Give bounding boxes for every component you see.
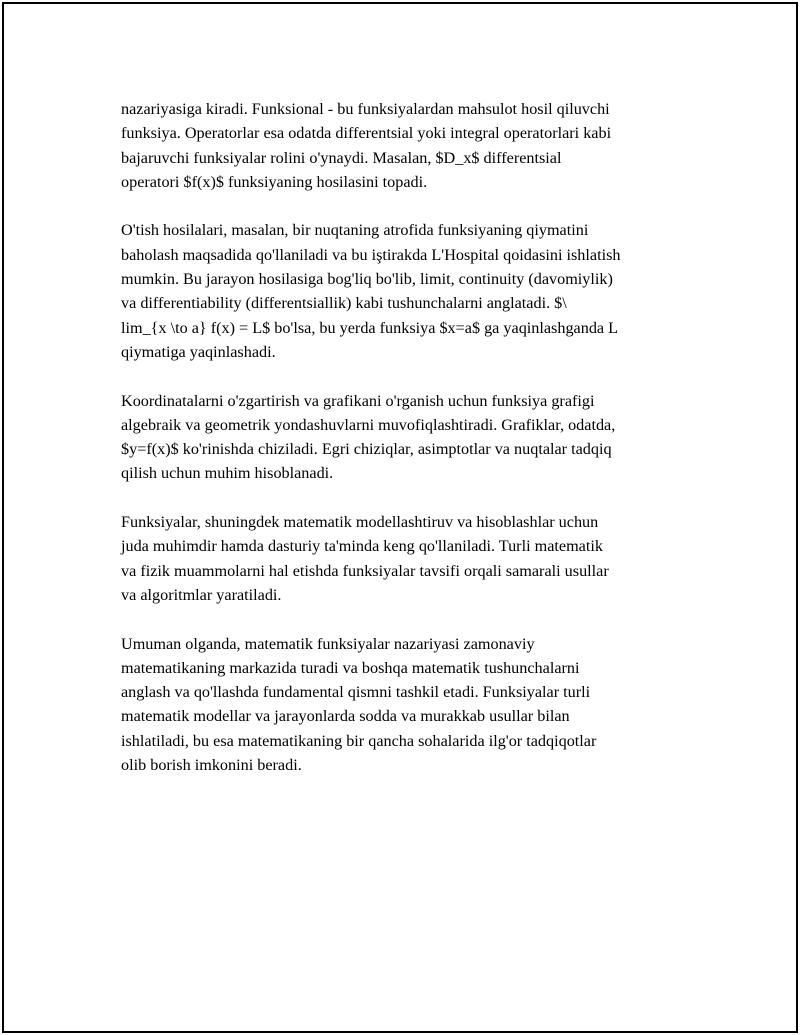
document-page — [2, 2, 798, 1033]
paragraph-4: Funksiyalar, shuningdek matematik modellashtiruv va hisoblashlar uchun juda muhimdir hamda dasturiy ta'minda keng qo'llaniladi. Turli matematik va fizik muammolarni hal etishda funksiyalar tavsifi orqali samarali usullar va algoritmlar yaratiladi. — [121, 513, 609, 604]
paragraph-5: Umuman olganda, matematik funksiyalar nazariyasi zamonaviy matematikaning markazida turadi va boshqa matematik tushunchalarni anglash va qo'llashda fundamental qismni tashkil etadi. Funksiyalar turli matematik modellar va jarayonlarda sodda va murakkab usullar bilan ishlatiladi, bu esa matematikaning bir qancha sohalarida ilg'or tadqiqotlar olib borish imkonini beradi. — [121, 634, 597, 775]
document-body — [121, 97, 701, 802]
paragraph-2: O'tish hosilalari, masalan, bir nuqtaning atrofida funksiyaning qiymatini baholash maqsadida qo'llaniladi va bu iştirakda L'Hospital qoidasini ishlatish mumkin. Bu jarayon hosilasiga bog'liq bo'lib, limit, continuity (davomiylik) va differentiability (differentsiallik) kabi tushunchalarni anglatadi. $\ lim_{x \to a} f(x) = L$ bo'lsa, bu yerda funksiya $x=a$ ga yaqinlashganda L qiymatiga yaqinlashadi. — [121, 221, 621, 361]
paragraph-1: nazariyasiga kiradi. Funksional - bu funksiyalardan mahsulot hosil qiluvchi funksiya. Operatorlar esa odatda differentsial yoki integral operatorlari kabi bajaruvchi funksiyalar rolini o'ynaydi. Masalan, $D_x$ differentsial operatori $f(x)$ funksiyaning hosilasini topadi. — [121, 100, 612, 191]
paragraph-3: Koordinatalarni o'zgartirish va grafikani o'rganish uchun funksiya grafigi algebraik va geometrik yondashuvlarni muvofiqlashtiradi. Grafiklar, odatda, $y=f(x)$ ko'rinishda chiziladi. Egri chiziqlar, asimptotlar va nuqtalar tadqiq qilish uchun muhim hisoblanadi. — [121, 391, 616, 483]
